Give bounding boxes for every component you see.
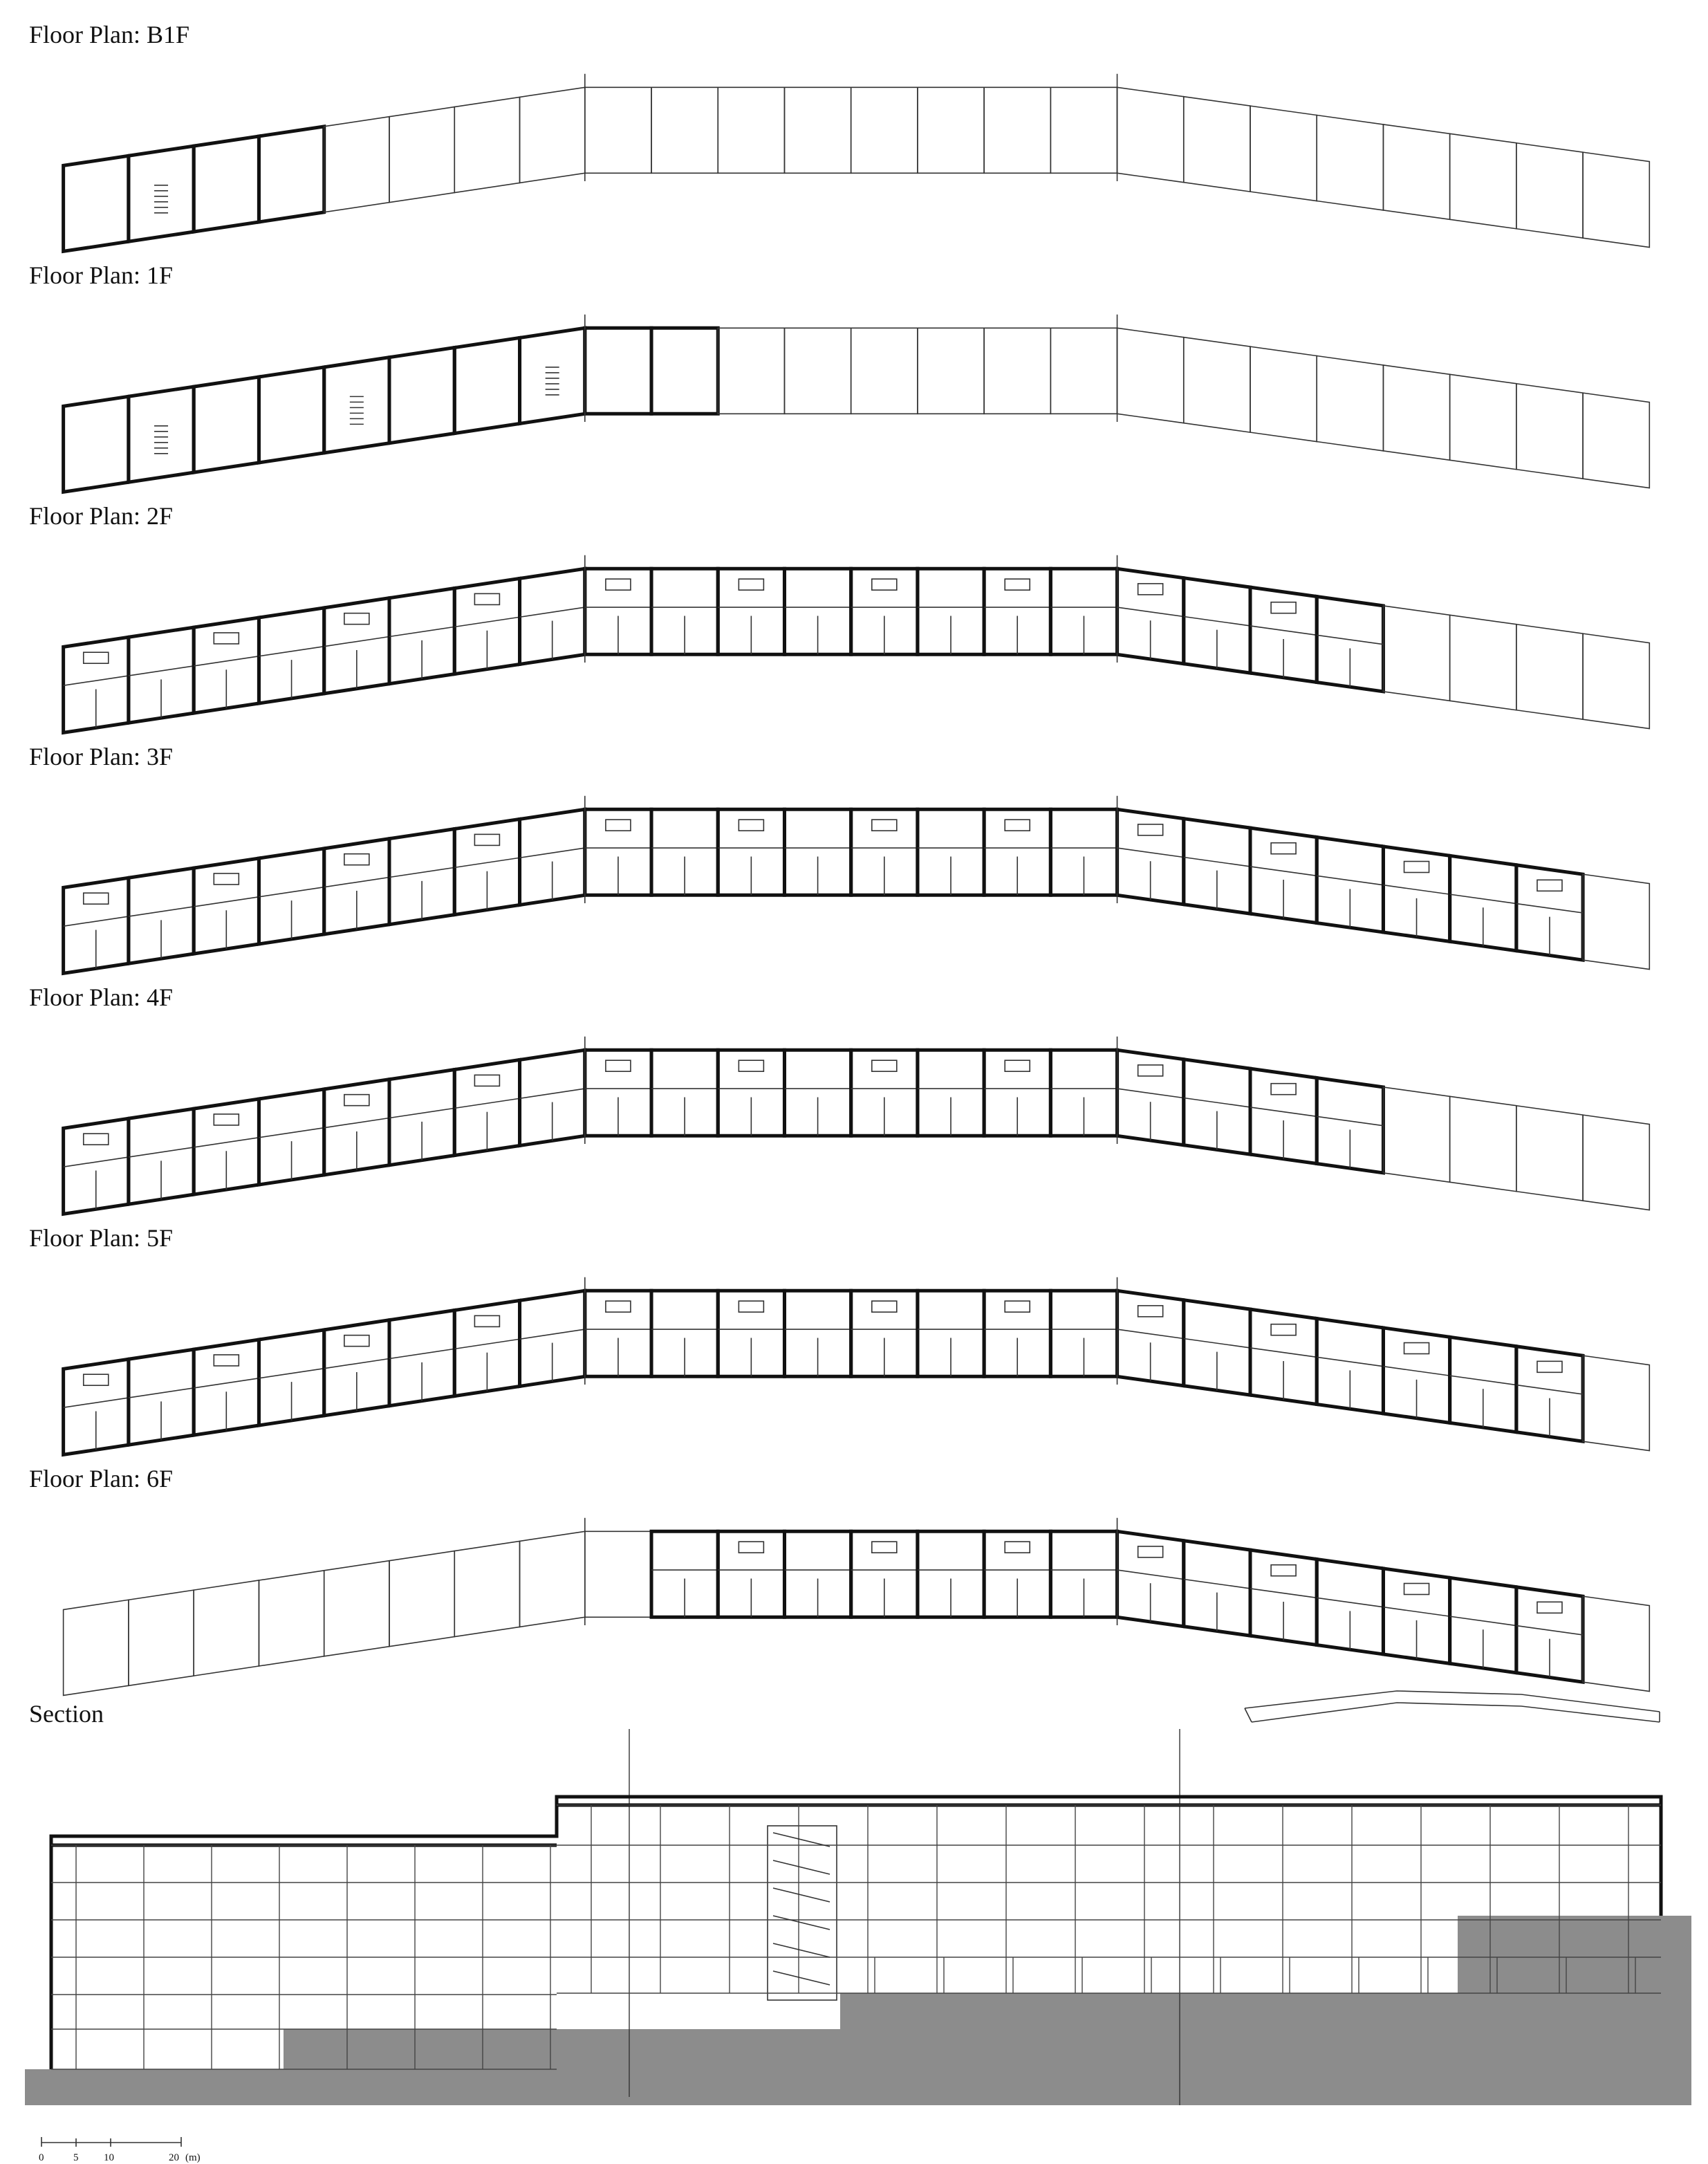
corridor-line bbox=[389, 867, 454, 877]
corridor-line bbox=[1250, 1589, 1317, 1598]
corridor-line bbox=[1250, 626, 1317, 635]
bath-unit bbox=[474, 593, 499, 604]
corridor-line bbox=[259, 1369, 324, 1378]
corridor-line bbox=[64, 1398, 129, 1407]
plan-bay-outline bbox=[1050, 87, 1117, 173]
corridor-line bbox=[324, 878, 389, 887]
bath-unit bbox=[872, 820, 897, 831]
ground-mass bbox=[25, 1916, 1691, 2105]
plan-bay-outline bbox=[585, 1531, 651, 1617]
corridor-line bbox=[1184, 1580, 1250, 1589]
plan-bay-active bbox=[585, 328, 651, 414]
bath-unit bbox=[84, 1374, 109, 1385]
plan-bay-outline bbox=[1450, 1096, 1516, 1191]
corridor-line bbox=[1117, 1089, 1184, 1098]
plan-label-4f: Floor Plan: 4F bbox=[29, 983, 174, 1011]
bath-unit bbox=[739, 579, 763, 590]
plan-label-1f: Floor Plan: 1F bbox=[29, 261, 174, 289]
corridor-line bbox=[64, 916, 129, 926]
bath-unit bbox=[214, 633, 239, 644]
plan-bay-outline bbox=[520, 87, 585, 183]
bath-unit bbox=[214, 1355, 239, 1366]
plan-label-6f: Floor Plan: 6F bbox=[29, 1465, 174, 1492]
corridor-line bbox=[1184, 617, 1250, 626]
corridor-line bbox=[194, 1138, 259, 1147]
corridor-line bbox=[1383, 885, 1449, 894]
bath-unit bbox=[606, 1301, 631, 1312]
plan-bay-outline bbox=[784, 87, 851, 173]
plan-bay-outline bbox=[984, 328, 1050, 414]
plan-bay-outline bbox=[651, 87, 718, 173]
plan-bay-outline bbox=[1516, 1106, 1583, 1201]
bath-unit bbox=[474, 1075, 499, 1086]
key-plan bbox=[1245, 1691, 1660, 1722]
plan-bay-outline bbox=[1383, 365, 1449, 460]
plan-label-3f: Floor Plan: 3F bbox=[29, 743, 174, 770]
building-section bbox=[25, 1729, 1691, 2105]
bath-unit bbox=[872, 1542, 897, 1553]
plan-bay-active bbox=[194, 377, 259, 472]
bath-unit bbox=[84, 1134, 109, 1145]
bath-unit bbox=[872, 579, 897, 590]
plan-bay-outline bbox=[585, 87, 651, 173]
plan-bay-outline bbox=[851, 87, 918, 173]
plan-bay-active bbox=[64, 396, 129, 492]
plan-bay-outline bbox=[851, 328, 918, 414]
bath-unit bbox=[1537, 880, 1562, 891]
corridor-line bbox=[389, 1108, 454, 1118]
corridor-line bbox=[64, 676, 129, 685]
scale-tick-5: 5 bbox=[73, 2152, 79, 2163]
plan-bay-outline bbox=[918, 328, 984, 414]
corridor-line bbox=[259, 647, 324, 656]
plan-bay-outline bbox=[389, 107, 454, 203]
plan-bay-outline bbox=[259, 1571, 324, 1666]
plan-bay-outline bbox=[1583, 874, 1649, 969]
bath-unit bbox=[344, 1095, 369, 1106]
corridor-line bbox=[454, 1339, 519, 1349]
bath-unit bbox=[1271, 843, 1296, 854]
section-label: Section bbox=[29, 1700, 104, 1728]
corridor-line bbox=[1117, 1570, 1184, 1579]
plan-bay-outline bbox=[1117, 87, 1184, 182]
floor-plan-1f bbox=[64, 315, 1650, 492]
corridor-line bbox=[520, 607, 585, 617]
plan-bay-active bbox=[324, 358, 389, 453]
corridor-line bbox=[1317, 876, 1383, 885]
corridor-line bbox=[389, 1349, 454, 1358]
plan-bay-outline bbox=[129, 1590, 194, 1685]
bath-unit bbox=[1271, 602, 1296, 613]
bath-unit bbox=[1005, 1542, 1030, 1553]
bath-unit bbox=[84, 893, 109, 904]
corridor-line bbox=[129, 1388, 194, 1398]
bath-unit bbox=[606, 579, 631, 590]
plan-bay-outline bbox=[1450, 374, 1516, 469]
section-stair-flight bbox=[773, 1860, 830, 1874]
bath-unit bbox=[214, 873, 239, 885]
plan-bay-outline bbox=[1516, 625, 1583, 719]
stair-core bbox=[768, 1826, 837, 2000]
plan-bay-active bbox=[520, 328, 585, 423]
plan-bay-outline bbox=[194, 1580, 259, 1676]
corridor-line bbox=[129, 666, 194, 676]
corridor-line bbox=[454, 617, 519, 627]
plan-label-2f: Floor Plan: 2F bbox=[29, 502, 174, 530]
plan-bay-outline bbox=[1250, 106, 1317, 201]
bath-unit bbox=[606, 1060, 631, 1071]
scale-tick-10: 10 bbox=[104, 2152, 114, 2163]
bath-unit bbox=[1005, 1301, 1030, 1312]
section-stair-flight bbox=[773, 1888, 830, 1902]
bath-unit bbox=[474, 1315, 499, 1326]
bath-unit bbox=[214, 1114, 239, 1125]
plan-bay-outline bbox=[324, 117, 389, 212]
scale-bar bbox=[39, 2137, 201, 2163]
bath-unit bbox=[1537, 1361, 1562, 1372]
plan-bay-outline bbox=[454, 97, 519, 192]
bath-unit bbox=[1138, 824, 1163, 835]
plan-bay-outline bbox=[1250, 346, 1317, 441]
corridor-line bbox=[1383, 1607, 1449, 1616]
plan-bay-outline bbox=[1317, 115, 1383, 210]
scale-unit: (m) bbox=[185, 2152, 201, 2163]
bath-unit bbox=[1404, 1343, 1429, 1354]
plan-bay-outline bbox=[1383, 124, 1449, 219]
corridor-line bbox=[324, 1118, 389, 1128]
corridor-line bbox=[64, 1157, 129, 1167]
plan-bay-outline bbox=[454, 1541, 519, 1636]
plan-bay-active bbox=[389, 348, 454, 443]
plan-bay-outline bbox=[784, 328, 851, 414]
bath-unit bbox=[1138, 1306, 1163, 1317]
plan-bay-active bbox=[454, 337, 519, 433]
corridor-line bbox=[1450, 894, 1516, 903]
corridor-line bbox=[1184, 1339, 1250, 1348]
section-stair-flight bbox=[773, 1916, 830, 1930]
plan-bay-active bbox=[64, 156, 129, 251]
corridor-line bbox=[1317, 1357, 1383, 1366]
bath-unit bbox=[1138, 584, 1163, 595]
bath-unit bbox=[739, 1060, 763, 1071]
plan-bay-outline bbox=[1583, 1596, 1649, 1691]
corridor-line bbox=[1117, 1329, 1184, 1338]
corridor-line bbox=[129, 907, 194, 916]
section-stair-flight bbox=[773, 1971, 830, 1985]
corridor-line bbox=[1184, 1098, 1250, 1107]
plan-bay-outline bbox=[324, 1561, 389, 1656]
corridor-line bbox=[454, 858, 519, 867]
corridor-line bbox=[1317, 635, 1383, 644]
plan-bay-outline bbox=[1050, 328, 1117, 414]
corridor-line bbox=[389, 627, 454, 636]
plan-bay-active bbox=[259, 367, 324, 463]
plan-bay-outline bbox=[718, 87, 784, 173]
corridor-line bbox=[1516, 904, 1583, 913]
corridor-line bbox=[520, 848, 585, 858]
bath-unit bbox=[344, 613, 369, 625]
plan-bay-outline bbox=[718, 328, 784, 414]
plan-bay-outline bbox=[1184, 97, 1250, 192]
scale-tick-20: 20 bbox=[169, 2152, 179, 2163]
plan-bay-outline bbox=[1516, 384, 1583, 479]
corridor-line bbox=[520, 1089, 585, 1098]
plan-bay-outline bbox=[1583, 393, 1649, 488]
plan-bay-outline bbox=[1583, 634, 1649, 728]
bath-unit bbox=[1271, 1324, 1296, 1335]
floor-plan-4f bbox=[64, 1037, 1650, 1214]
bath-unit bbox=[739, 820, 763, 831]
plan-bay-outline bbox=[520, 1531, 585, 1627]
plan-label-b1f: Floor Plan: B1F bbox=[29, 21, 190, 48]
plan-bay-outline bbox=[1516, 143, 1583, 238]
bath-unit bbox=[1404, 862, 1429, 873]
bath-unit bbox=[344, 854, 369, 865]
plan-bay-outline bbox=[1583, 152, 1649, 247]
plan-bay-active bbox=[651, 328, 718, 414]
floor-plan-5f bbox=[64, 1277, 1650, 1455]
corridor-line bbox=[1117, 607, 1184, 616]
bath-unit bbox=[606, 820, 631, 831]
bath-unit bbox=[474, 834, 499, 845]
plan-bay-outline bbox=[389, 1551, 454, 1647]
plan-bay-outline bbox=[64, 1600, 129, 1695]
corridor-line bbox=[1450, 1376, 1516, 1385]
corridor-line bbox=[1250, 867, 1317, 876]
plan-bay-active bbox=[129, 146, 194, 241]
plan-bay-outline bbox=[984, 87, 1050, 173]
plan-bay-active bbox=[259, 127, 324, 222]
plan-bay-outline bbox=[1383, 1087, 1449, 1182]
bath-unit bbox=[84, 652, 109, 663]
bath-unit bbox=[1005, 1060, 1030, 1071]
corridor-line bbox=[324, 637, 389, 647]
plan-bay-outline bbox=[1317, 356, 1383, 451]
corridor-line bbox=[1383, 1367, 1449, 1376]
plan-bay-outline bbox=[1117, 328, 1184, 423]
bath-unit bbox=[1537, 1602, 1562, 1613]
corridor-line bbox=[259, 887, 324, 897]
scale-tick-0: 0 bbox=[39, 2152, 44, 2163]
corridor-line bbox=[1317, 1598, 1383, 1607]
corridor-line bbox=[1117, 848, 1184, 857]
corridor-line bbox=[1184, 858, 1250, 867]
bath-unit bbox=[739, 1542, 763, 1553]
bath-unit bbox=[344, 1335, 369, 1347]
plan-bay-outline bbox=[1583, 1356, 1649, 1450]
bath-unit bbox=[1138, 1546, 1163, 1557]
bath-unit bbox=[1005, 579, 1030, 590]
bath-unit bbox=[1271, 1565, 1296, 1576]
corridor-line bbox=[194, 1378, 259, 1388]
plan-bay-outline bbox=[1450, 133, 1516, 228]
bath-unit bbox=[872, 1301, 897, 1312]
corridor-line bbox=[129, 1147, 194, 1157]
bath-unit bbox=[1005, 820, 1030, 831]
corridor-line bbox=[194, 897, 259, 907]
corridor-line bbox=[1516, 1385, 1583, 1394]
section-stair-flight bbox=[773, 1833, 830, 1847]
corridor-line bbox=[520, 1329, 585, 1339]
bath-unit bbox=[1271, 1084, 1296, 1095]
plan-label-5f: Floor Plan: 5F bbox=[29, 1224, 174, 1252]
plan-bay-outline bbox=[1184, 337, 1250, 432]
bath-unit bbox=[1138, 1065, 1163, 1076]
corridor-line bbox=[324, 1359, 389, 1369]
floor-plan-6f bbox=[64, 1518, 1650, 1696]
bath-unit bbox=[739, 1301, 763, 1312]
corridor-line bbox=[1516, 1626, 1583, 1635]
corridor-line bbox=[1317, 1116, 1383, 1125]
plan-bay-outline bbox=[1583, 1115, 1649, 1210]
plan-bay-outline bbox=[1383, 606, 1449, 701]
bath-unit bbox=[1404, 1584, 1429, 1595]
floor-plan-2f bbox=[64, 555, 1650, 733]
floor-plan-3f bbox=[64, 796, 1650, 974]
plan-bay-active bbox=[129, 387, 194, 482]
bath-unit bbox=[872, 1060, 897, 1071]
floor-plan-b1f bbox=[64, 74, 1650, 252]
corridor-line bbox=[194, 656, 259, 666]
corridor-line bbox=[1250, 1348, 1317, 1357]
plan-bay-active bbox=[194, 136, 259, 232]
corridor-line bbox=[259, 1128, 324, 1138]
corridor-line bbox=[454, 1098, 519, 1108]
plan-bay-outline bbox=[918, 87, 984, 173]
corridor-line bbox=[1450, 1616, 1516, 1625]
plan-bay-outline bbox=[1450, 615, 1516, 710]
section-stair-flight bbox=[773, 1943, 830, 1957]
corridor-line bbox=[1250, 1107, 1317, 1116]
